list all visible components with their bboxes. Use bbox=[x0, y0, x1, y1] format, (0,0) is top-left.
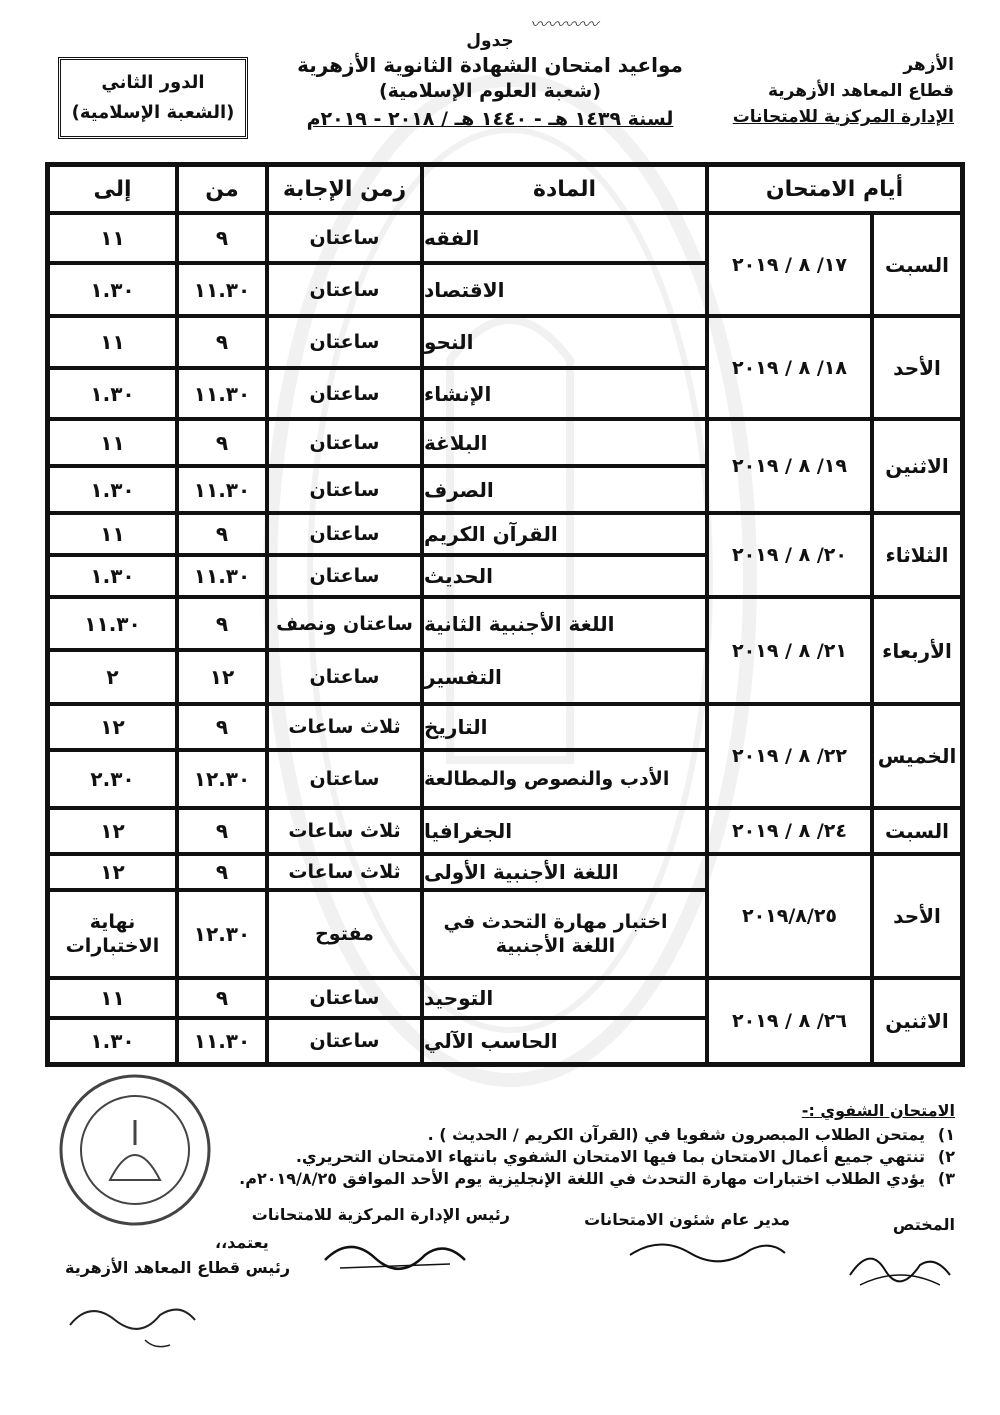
day-cell: الثلاثاء bbox=[872, 513, 962, 597]
from-time-cell: ١٢.٣٠ bbox=[177, 750, 267, 808]
subject-cell: الإنشاء bbox=[422, 368, 707, 419]
duration-cell: ساعتان bbox=[267, 650, 422, 704]
to-time-cell: ١١.٣٠ bbox=[48, 597, 177, 650]
to-time-cell: ١١ bbox=[48, 316, 177, 368]
note-text: تنتهي جميع أعمال الامتحان بما فيها الامتحان الشفوي بانتهاء الامتحان التحريري. bbox=[295, 1147, 925, 1166]
header-to: إلى bbox=[48, 165, 177, 213]
subject-cell: اختبار مهارة التحدث في اللغة الأجنبية bbox=[422, 890, 707, 978]
org-line: الأزهر bbox=[903, 55, 954, 75]
subject-cell: النحو bbox=[422, 316, 707, 368]
date-cell: ١٩/ ٨ / ٢٠١٩ bbox=[707, 419, 872, 513]
signature-specialist bbox=[840, 1235, 960, 1295]
duration-cell: ساعتان bbox=[267, 213, 422, 263]
header-duration: زمن الإجابة bbox=[267, 165, 422, 213]
duration-cell: ساعتان bbox=[267, 750, 422, 808]
day-cell: الاثنين bbox=[872, 419, 962, 513]
to-time-cell: نهاية الاختبارات bbox=[48, 890, 177, 978]
official-stamp bbox=[55, 1070, 215, 1230]
year-line: لسنة ١٤٣٩ هـ - ١٤٤٠ هـ / ٢٠١٨ - ٢٠١٩م bbox=[306, 108, 674, 130]
subject-cell: الاقتصاد bbox=[422, 263, 707, 316]
header-days: أيام الامتحان bbox=[707, 165, 962, 213]
from-time-cell: ٩ bbox=[177, 213, 267, 263]
subject-cell: الصرف bbox=[422, 466, 707, 513]
from-time-cell: ٩ bbox=[177, 597, 267, 650]
from-time-cell: ٩ bbox=[177, 978, 267, 1018]
duration-cell: ساعتان bbox=[267, 555, 422, 597]
page-title: مواعيد امتحان الشهادة الثانوية الأزهرية bbox=[297, 53, 683, 77]
note-number: ١) bbox=[937, 1125, 955, 1144]
organization-block bbox=[733, 52, 954, 130]
signature-sector-head bbox=[60, 1290, 200, 1365]
to-time-cell: ١١ bbox=[48, 978, 177, 1018]
from-time-cell: ١١.٣٠ bbox=[177, 1018, 267, 1064]
subject-cell: التوحيد bbox=[422, 978, 707, 1018]
notes-heading: الامتحان الشفوي :- bbox=[801, 1101, 955, 1120]
round-label: الدور الثاني bbox=[101, 72, 205, 93]
schedule-table bbox=[45, 162, 965, 1067]
signature-sector-head-label: رئيس قطاع المعاهد الأزهرية bbox=[65, 1258, 291, 1277]
note-number: ٢) bbox=[937, 1147, 955, 1166]
duration-cell: ساعتان bbox=[267, 368, 422, 419]
day-cell: الخميس bbox=[872, 704, 962, 808]
signature-director bbox=[620, 1225, 790, 1270]
subject-cell: البلاغة bbox=[422, 419, 707, 466]
to-time-cell: ٢ bbox=[48, 650, 177, 704]
header-from: من bbox=[177, 165, 267, 213]
signature-director-label: مدير عام شئون الامتحانات bbox=[584, 1210, 790, 1229]
org-line: الإدارة المركزية للامتحانات bbox=[732, 107, 954, 127]
duration-cell: ثلاث ساعات bbox=[267, 808, 422, 854]
day-cell: السبت bbox=[872, 213, 962, 316]
signature-central-head-label: رئيس الإدارة المركزية للامتحانات bbox=[251, 1205, 510, 1224]
subject-cell: الجغرافيا bbox=[422, 808, 707, 854]
subject-cell: القرآن الكريم bbox=[422, 513, 707, 555]
duration-cell: ساعتان bbox=[267, 263, 422, 316]
to-time-cell: ١١ bbox=[48, 419, 177, 466]
duration-cell: ساعتان bbox=[267, 513, 422, 555]
date-cell: ٢٦/ ٨ / ٢٠١٩ bbox=[707, 978, 872, 1064]
org-line: قطاع المعاهد الأزهرية bbox=[767, 81, 954, 101]
round-branch: (الشعبة الإسلامية) bbox=[71, 102, 235, 123]
date-cell: ٢٤/ ٨ / ٢٠١٩ bbox=[707, 808, 872, 854]
from-time-cell: ٩ bbox=[177, 808, 267, 854]
from-time-cell: ١١.٣٠ bbox=[177, 368, 267, 419]
subject-cell: الفقه bbox=[422, 213, 707, 263]
round-box bbox=[58, 57, 248, 139]
title-block bbox=[280, 30, 700, 134]
subject-cell: الحديث bbox=[422, 555, 707, 597]
from-time-cell: ٩ bbox=[177, 316, 267, 368]
day-cell: السبت bbox=[872, 808, 962, 854]
subject-cell: التاريخ bbox=[422, 704, 707, 750]
subject-cell: اللغة الأجنبية الثانية bbox=[422, 597, 707, 650]
date-cell: ٢٠/ ٨ / ٢٠١٩ bbox=[707, 513, 872, 597]
to-time-cell: ١.٣٠ bbox=[48, 555, 177, 597]
from-time-cell: ١٢.٣٠ bbox=[177, 890, 267, 978]
subject-cell: الأدب والنصوص والمطالعة bbox=[422, 750, 707, 808]
to-time-cell: ١١ bbox=[48, 213, 177, 263]
note-number: ٣) bbox=[937, 1169, 955, 1188]
to-time-cell: ١.٣٠ bbox=[48, 263, 177, 316]
date-cell: ٢٢/ ٨ / ٢٠١٩ bbox=[707, 704, 872, 808]
date-cell: ١٧/ ٨ / ٢٠١٩ bbox=[707, 213, 872, 316]
date-cell: ٢١/ ٨ / ٢٠١٩ bbox=[707, 597, 872, 704]
day-cell: الاثنين bbox=[872, 978, 962, 1064]
note-text: يمتحن الطلاب المبصرون شفويا في (القرآن الكريم / الحديث ) . bbox=[427, 1125, 925, 1144]
date-cell: ١٨/ ٨ / ٢٠١٩ bbox=[707, 316, 872, 419]
subject-cell: التفسير bbox=[422, 650, 707, 704]
from-time-cell: ٩ bbox=[177, 513, 267, 555]
duration-cell: ساعتان ونصف bbox=[267, 597, 422, 650]
to-time-cell: ١.٣٠ bbox=[48, 466, 177, 513]
from-time-cell: ١١.٣٠ bbox=[177, 466, 267, 513]
from-time-cell: ٩ bbox=[177, 419, 267, 466]
duration-cell: ساعتان bbox=[267, 419, 422, 466]
to-time-cell: ١٢ bbox=[48, 704, 177, 750]
day-cell: الأربعاء bbox=[872, 597, 962, 704]
signature-specialist-label: المختص bbox=[892, 1215, 955, 1234]
to-time-cell: ١٢ bbox=[48, 808, 177, 854]
duration-cell: ساعتان bbox=[267, 1018, 422, 1064]
duration-cell: ساعتان bbox=[267, 316, 422, 368]
handwritten-note-top: 〰〰〰〰 bbox=[530, 15, 598, 35]
note-text: يؤدي الطلاب اختبارات مهارة التحدث في اللغة الإنجليزية يوم الأحد الموافق ٢٠١٩/٨/٢٥م. bbox=[239, 1169, 925, 1188]
to-time-cell: ١١ bbox=[48, 513, 177, 555]
from-time-cell: ١٢ bbox=[177, 650, 267, 704]
from-time-cell: ١١.٣٠ bbox=[177, 555, 267, 597]
from-time-cell: ٩ bbox=[177, 704, 267, 750]
header-subject: المادة bbox=[422, 165, 707, 213]
to-time-cell: ١.٣٠ bbox=[48, 368, 177, 419]
duration-cell: ساعتان bbox=[267, 466, 422, 513]
date-cell: ٢٠١٩/٨/٢٥ bbox=[707, 854, 872, 978]
to-time-cell: ١.٣٠ bbox=[48, 1018, 177, 1064]
branch-title: (شعبة العلوم الإسلامية) bbox=[378, 80, 602, 102]
from-time-cell: ١١.٣٠ bbox=[177, 263, 267, 316]
day-cell: الأحد bbox=[872, 316, 962, 419]
to-time-cell: ١٢ bbox=[48, 854, 177, 890]
duration-cell: ساعتان bbox=[267, 978, 422, 1018]
duration-cell: ثلاث ساعات bbox=[267, 704, 422, 750]
subject-cell: اللغة الأجنبية الأولى bbox=[422, 854, 707, 890]
duration-cell: ثلاث ساعات bbox=[267, 854, 422, 890]
subject-cell: الحاسب الآلي bbox=[422, 1018, 707, 1064]
to-time-cell: ٢.٣٠ bbox=[48, 750, 177, 808]
signature-central-head bbox=[320, 1230, 470, 1275]
table-word: جدول bbox=[466, 31, 514, 51]
from-time-cell: ٩ bbox=[177, 854, 267, 890]
day-cell: الأحد bbox=[872, 854, 962, 978]
approved-label: يعتمد،، bbox=[215, 1233, 269, 1252]
duration-cell: مفتوح bbox=[267, 890, 422, 978]
